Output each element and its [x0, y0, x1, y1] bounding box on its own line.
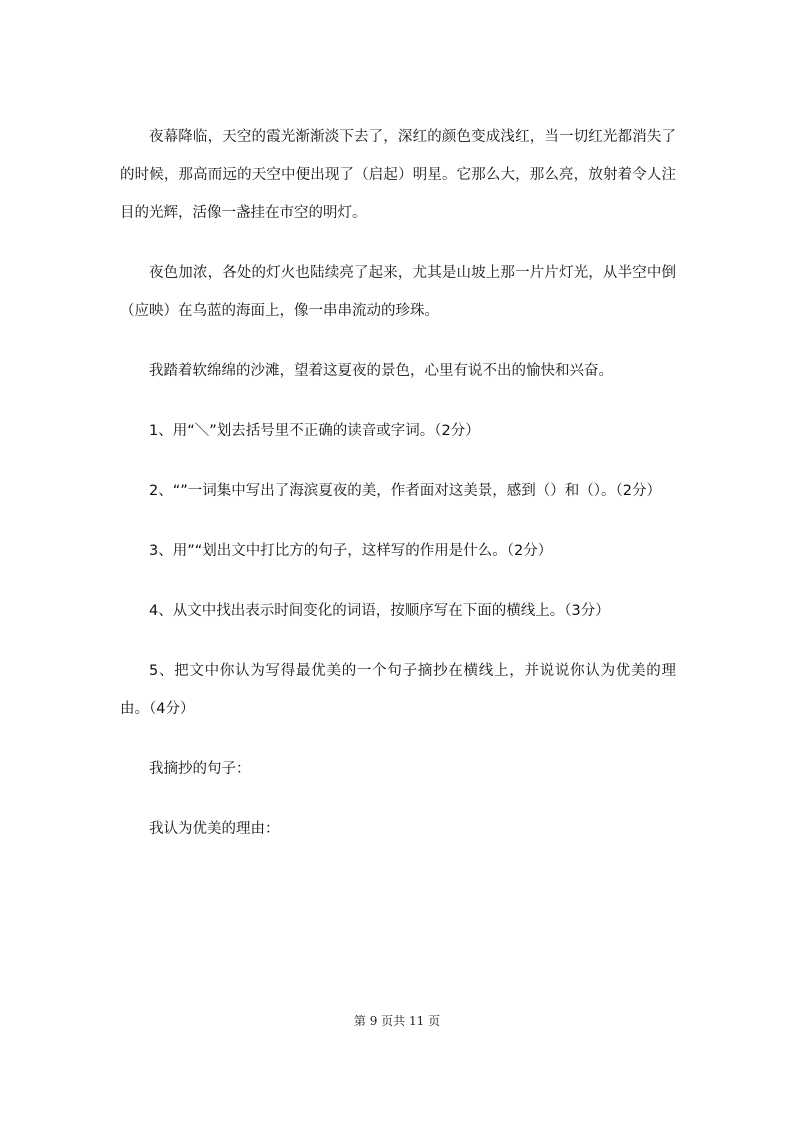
question-5: 5、把文中你认为写得最优美的一个句子摘抄在横线上，并说说你认为优美的理由。（4分）	[120, 663, 676, 717]
question-3: 3、用”“划出文中打比方的句子，这样写的作用是什么。（2分）	[149, 543, 553, 559]
answer-prompt-sentence: 我摘抄的句子：	[149, 761, 251, 777]
question-1: 1、用“＼”划去括号里不正确的读音或字词。（2分）	[149, 423, 480, 439]
passage-paragraph-2: 夜色加浓，各处的灯火也陆续亮了起来，尤其是山坡上那一片片灯光，从半空中倒（应映）在乌蓝的海面上，像一串串流动的珍珠。	[120, 265, 676, 319]
document-body	[120, 118, 676, 848]
question-4: 4、从文中找出表示时间变化的词语，按顺序写在下面的横线上。（3分）	[149, 603, 610, 619]
answer-prompt-reason: 我认为优美的理由：	[149, 821, 280, 837]
passage-paragraph-1: 夜幕降临，天空的霞光渐渐淡下去了，深红的颜色变成浅红，当一切红光都消失了的时候，那高而远的天空中便出现了（启起）明星。它那么大，那么亮，放射着令人注目的光辉，活像一盏挂在市空的明灯。	[120, 129, 676, 221]
page-number: 第 9 页共 11 页	[353, 1014, 441, 1028]
passage-paragraph-3: 我踏着软绵绵的沙滩，望着这夏夜的景色，心里有说不出的愉快和兴奋。	[149, 363, 613, 379]
question-2: 2、“”一词集中写出了海滨夏夜的美，作者面对这美景，感到（）和（）。（2分）	[149, 483, 661, 499]
